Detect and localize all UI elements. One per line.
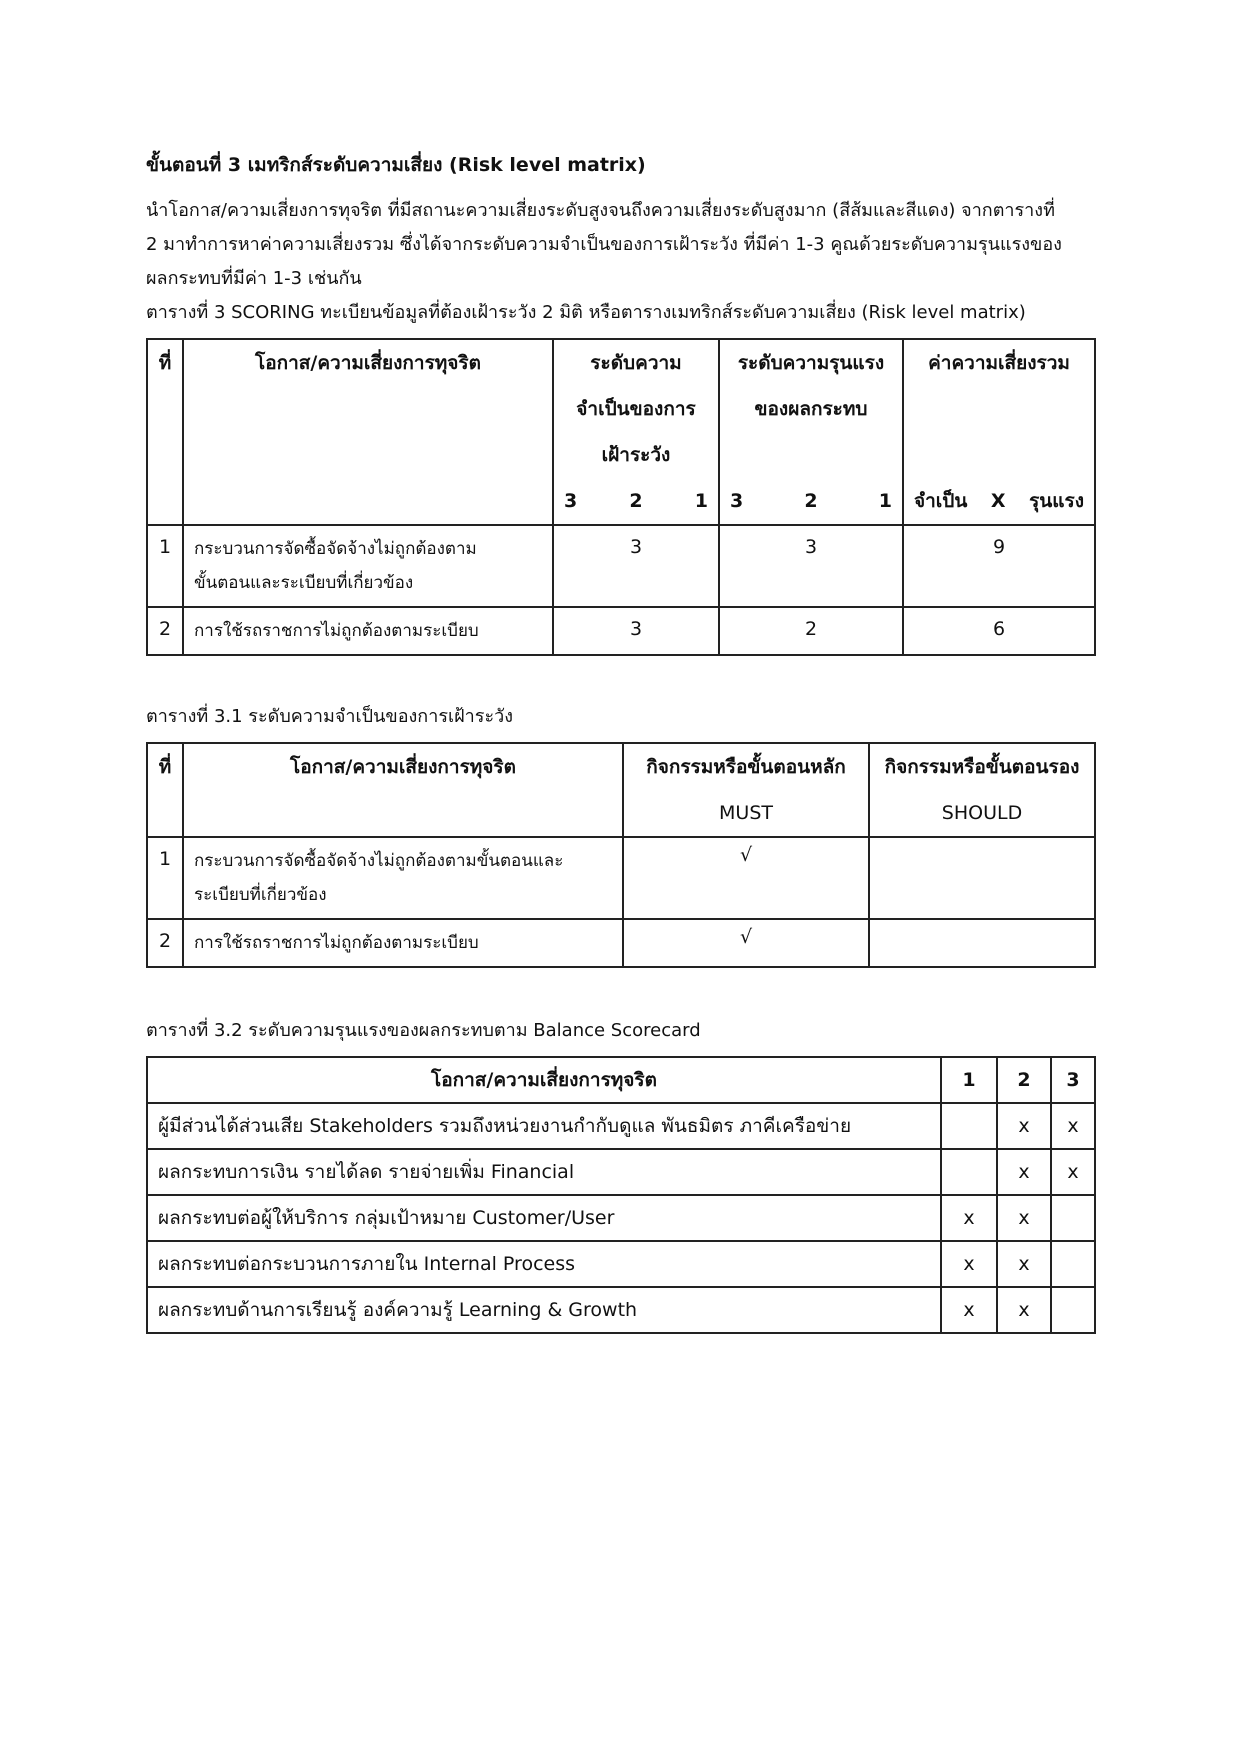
header-3: 3: [1051, 1057, 1095, 1103]
table3-caption: ตารางที่ 3.2 ระดับความรุนแรงของผลกระทบตาม Balance Scorecard: [146, 1020, 701, 1041]
row-level-1: [941, 1103, 997, 1149]
table-header-row: [147, 743, 1095, 837]
row-label: ผลกระทบต่อกระบวนการภายใน Internal Process: [147, 1241, 941, 1287]
table-row: [147, 1149, 1095, 1195]
table-row: [147, 1287, 1095, 1333]
row-total: 9: [903, 525, 1095, 607]
header-must: กิจกรรมหรือขั้นตอนหลัก MUST: [623, 743, 869, 837]
header-1: 1: [941, 1057, 997, 1103]
table-row: [147, 607, 1095, 655]
header-no: ที่: [147, 339, 183, 525]
header-total: ค่าความเสี่ยงรวม จำเป็น X รุนแรง: [903, 339, 1095, 525]
header-risk: โอกาส/ความเสี่ยงการทุจริต: [183, 743, 623, 837]
table-header-row: [147, 1057, 1095, 1103]
row-no: 1: [147, 525, 183, 607]
severity-scale: 3 2 1: [730, 490, 892, 512]
table-row: [147, 1195, 1095, 1241]
need-level-table: [146, 742, 1096, 968]
row-total: 6: [903, 607, 1095, 655]
row-level-3: x: [1051, 1103, 1095, 1149]
table-row: [147, 525, 1095, 607]
table-row: [147, 1103, 1095, 1149]
row-level-1: x: [941, 1241, 997, 1287]
header-risk: โอกาส/ความเสี่ยงการทุจริต: [147, 1057, 941, 1103]
row-should: [869, 919, 1095, 967]
table-header-row: [147, 339, 1095, 525]
row-label: ผลกระทบต่อผู้ให้บริการ กลุ่มเป้าหมาย Customer/User: [147, 1195, 941, 1241]
row-should: [869, 837, 1095, 919]
header-severity: ระดับความรุนแรง ของผลกระทบ 3 2 1: [719, 339, 903, 525]
row-level-2: x: [997, 1195, 1051, 1241]
row-level-2: x: [997, 1287, 1051, 1333]
row-label: ผลกระทบด้านการเรียนรู้ องค์ความรู้ Learning & Growth: [147, 1287, 941, 1333]
formula: จำเป็น X รุนแรง: [914, 490, 1084, 512]
row-no: 2: [147, 919, 183, 967]
intro-line: 2 มาทำการหาค่าความเสี่ยงรวม ซึ่งได้จากระดับความจำเป็นของการเฝ้าระวัง ที่มีค่า 1-3 คูณด้วยระดับความรุนแรงของ: [146, 234, 1062, 255]
intro-paragraph: [146, 194, 1096, 296]
row-risk: กระบวนการจัดซื้อจัดจ้างไม่ถูกต้องตาม ขั้นตอนและระเบียบที่เกี่ยวข้อง: [183, 525, 553, 607]
row-level-3: x: [1051, 1149, 1095, 1195]
document-page: [146, 150, 1096, 1334]
table1-caption: ตารางที่ 3 SCORING ทะเบียนข้อมูลที่ต้องเฝ้าระวัง 2 มิติ หรือตารางเมทริกส์ระดับความเสี่ยง (Risk level matrix): [146, 302, 1026, 323]
table2-caption: ตารางที่ 3.1 ระดับความจำเป็นของการเฝ้าระวัง: [146, 706, 514, 727]
row-need: 3: [553, 607, 719, 655]
header-no: ที่: [147, 743, 183, 837]
row-level-2: x: [997, 1149, 1051, 1195]
row-level-3: [1051, 1287, 1095, 1333]
row-must: √: [623, 837, 869, 919]
table-row: [147, 837, 1095, 919]
row-no: 1: [147, 837, 183, 919]
row-level-2: x: [997, 1103, 1051, 1149]
row-risk: กระบวนการจัดซื้อจัดจ้างไม่ถูกต้องตามขั้นตอนและ ระเบียบที่เกี่ยวข้อง: [183, 837, 623, 919]
section-heading: ขั้นตอนที่ 3 เมทริกส์ระดับความเสี่ยง (Risk level matrix): [146, 154, 646, 176]
severity-scorecard-table: [146, 1056, 1096, 1334]
row-no: 2: [147, 607, 183, 655]
header-need: ระดับความ จำเป็นของการ เฝ้าระวัง 3 2 1: [553, 339, 719, 525]
risk-matrix-table: [146, 338, 1096, 656]
table-row: [147, 1241, 1095, 1287]
row-label: ผู้มีส่วนได้ส่วนเสีย Stakeholders รวมถึงหน่วยงานกำกับดูแล พันธมิตร ภาคีเครือข่าย: [147, 1103, 941, 1149]
row-level-3: [1051, 1241, 1095, 1287]
row-need: 3: [553, 525, 719, 607]
row-label: ผลกระทบการเงิน รายได้ลด รายจ่ายเพิ่ม Financial: [147, 1149, 941, 1195]
row-severity: 3: [719, 525, 903, 607]
row-level-1: x: [941, 1287, 997, 1333]
intro-line: ผลกระทบที่มีค่า 1-3 เช่นกัน: [146, 268, 362, 289]
row-level-1: [941, 1149, 997, 1195]
header-should: กิจกรรมหรือขั้นตอนรอง SHOULD: [869, 743, 1095, 837]
table-row: [147, 919, 1095, 967]
row-level-1: x: [941, 1195, 997, 1241]
row-risk: การใช้รถราชการไม่ถูกต้องตามระเบียบ: [183, 607, 553, 655]
intro-line: นำโอกาส/ความเสี่ยงการทุจริต ที่มีสถานะความเสี่ยงระดับสูงจนถึงความเสี่ยงระดับสูงมาก (สีส้มและสีแดง) จากตารางที่: [146, 200, 1055, 221]
need-scale: 3 2 1: [564, 490, 708, 512]
row-risk: การใช้รถราชการไม่ถูกต้องตามระเบียบ: [183, 919, 623, 967]
row-level-2: x: [997, 1241, 1051, 1287]
row-must: √: [623, 919, 869, 967]
row-level-3: [1051, 1195, 1095, 1241]
header-2: 2: [997, 1057, 1051, 1103]
row-severity: 2: [719, 607, 903, 655]
header-risk: โอกาส/ความเสี่ยงการทุจริต: [183, 339, 553, 525]
